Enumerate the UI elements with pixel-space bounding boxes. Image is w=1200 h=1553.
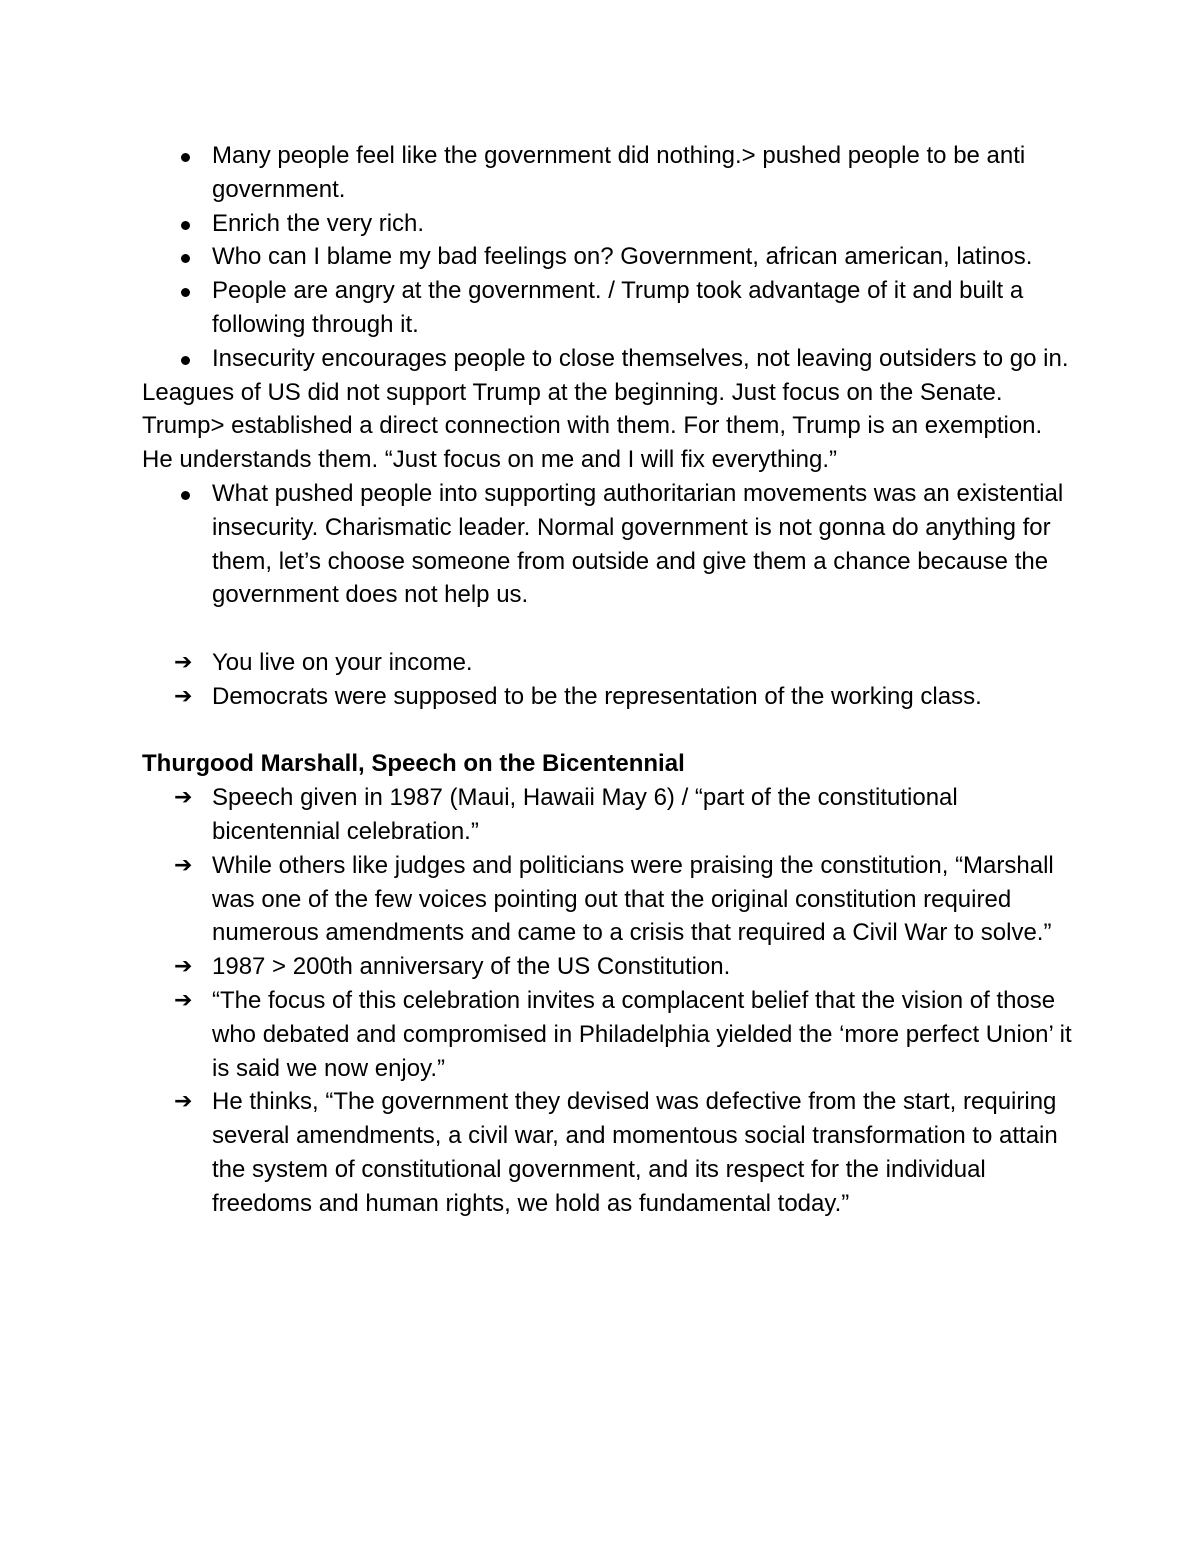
bullet-icon bbox=[142, 139, 212, 173]
arrow-icon: ➔ bbox=[174, 852, 193, 878]
list-item bbox=[142, 950, 1072, 984]
list-item-text: Enrich the very rich. bbox=[212, 209, 425, 237]
list-item-text: 1987 > 200th anniversary of the US Constitution. bbox=[212, 953, 731, 981]
list-item-text: He thinks, “The government they devised was defective from the start, requiring several amendments, a civil war, and momentous social transformation to attain the system of constitutional government, and its respect for the individual freedoms and human rights, we hold as fundamental today.” bbox=[212, 1088, 1058, 1217]
arrow-icon: ➔ bbox=[174, 987, 193, 1013]
list-item bbox=[142, 646, 1072, 680]
list-item-text: What pushed people into supporting authoritarian movements was an existential insecurity. Charismatic leader. Normal government is not gonna do anything for them, let’s choose someone from outside and give them a chance because the government does not help us. bbox=[212, 479, 1064, 609]
list-item bbox=[142, 849, 1072, 950]
bullet-icon bbox=[142, 342, 212, 376]
list-item-text: You live on your income. bbox=[212, 648, 473, 676]
list-item bbox=[142, 984, 1072, 1085]
arrow-icon: ➔ bbox=[174, 785, 193, 811]
list-item bbox=[142, 342, 1072, 376]
list-item-text: Democrats were supposed to be the representation of the working class. bbox=[212, 682, 982, 710]
bullet-icon bbox=[142, 274, 212, 308]
list-item-text: Many people feel like the government did nothing.> pushed people to be anti government. bbox=[212, 142, 1026, 203]
list-item-text: While others like judges and politicians were praising the constitution, “Marshall was one of the few voices pointing out that the original constitution required numerous amendments and came to a crisis that required a Civil War to solve.” bbox=[212, 851, 1054, 947]
list-item-text: Speech given in 1987 (Maui, Hawaii May 6) / “part of the constitutional bicentennial celebration.” bbox=[212, 784, 958, 845]
arrow-list-1 bbox=[142, 646, 1072, 714]
list-item bbox=[142, 680, 1072, 714]
list-item bbox=[142, 781, 1072, 849]
arrow-icon: ➔ bbox=[174, 683, 193, 709]
blank-line bbox=[142, 714, 1072, 748]
bullet-list-2 bbox=[142, 477, 1072, 612]
list-item-text: “The focus of this celebration invites a complacent belief that the vision of those who debated and compromised in Philadelphia yielded the ‘more perfect Union’ it is said we now enjoy.” bbox=[212, 986, 1072, 1082]
arrow-icon: ➔ bbox=[174, 1089, 193, 1115]
list-item bbox=[142, 274, 1072, 342]
section-heading: Thurgood Marshall, Speech on the Bicentennial bbox=[142, 750, 685, 778]
list-item bbox=[142, 1085, 1072, 1220]
list-item-text: People are angry at the government. / Trump took advantage of it and built a following through it. bbox=[212, 277, 1024, 338]
list-item bbox=[142, 139, 1072, 207]
bullet-list-1 bbox=[142, 139, 1072, 376]
blank-line bbox=[142, 612, 1072, 646]
arrow-icon: ➔ bbox=[174, 649, 193, 675]
bullet-icon bbox=[142, 207, 212, 241]
arrow-list-2 bbox=[142, 781, 1072, 1220]
list-item bbox=[142, 207, 1072, 241]
bullet-icon bbox=[142, 240, 212, 274]
arrow-icon: ➔ bbox=[174, 954, 193, 980]
paragraph-leagues: Leagues of US did not support Trump at the beginning. Just focus on the Senate. Trump> established a direct connection with them. For them, Trump is an exemption. He understands them. “Just focus on me and I will fix everything.” bbox=[142, 378, 1043, 474]
list-item-text: Insecurity encourages people to close themselves, not leaving outsiders to go in. bbox=[212, 344, 1069, 372]
list-item bbox=[142, 240, 1072, 274]
list-item-text: Who can I blame my bad feelings on? Government, african american, latinos. bbox=[212, 243, 1033, 271]
document-content bbox=[142, 139, 1072, 1221]
list-item bbox=[142, 477, 1072, 612]
bullet-icon bbox=[142, 477, 212, 511]
